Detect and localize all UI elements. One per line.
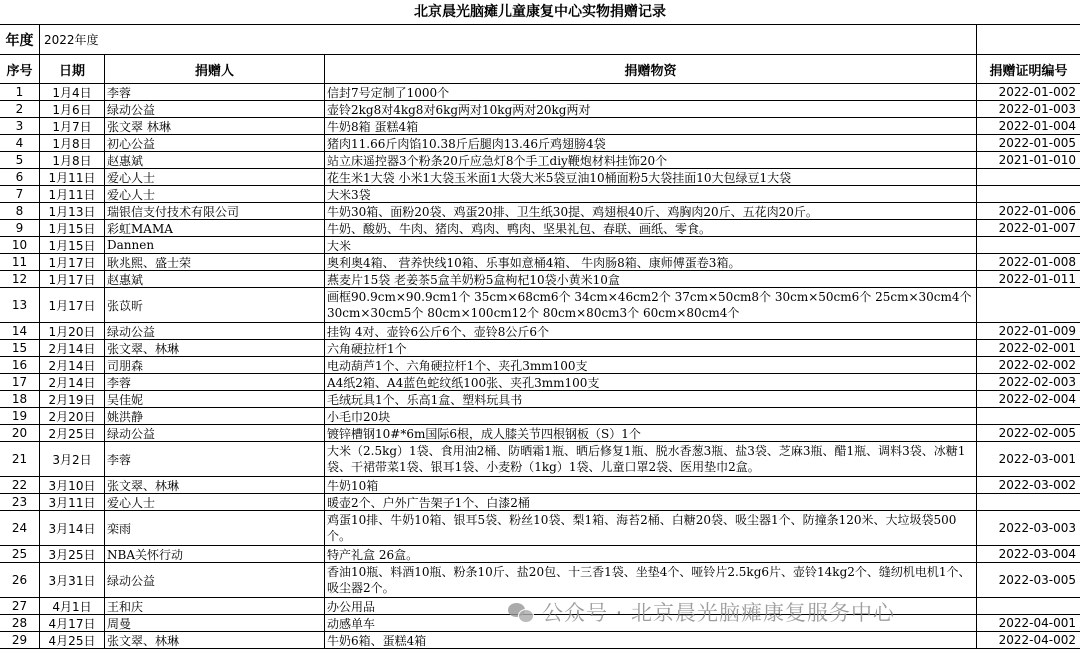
row-items: 六角硬拉杆1个 bbox=[325, 340, 977, 356]
row-no: 27 bbox=[0, 598, 40, 614]
row-items: 猪肉11.66斤肉馅10.38斤后腿肉13.46斤鸡翅膀4袋 bbox=[325, 135, 977, 151]
row-items: 信封7号定制了1000个 bbox=[325, 84, 977, 100]
table-row bbox=[0, 237, 1080, 254]
row-no: 2 bbox=[0, 101, 40, 117]
row-date: 2月19日 bbox=[40, 391, 105, 407]
row-date: 1月8日 bbox=[40, 135, 105, 151]
row-donor: 李蓉 bbox=[105, 84, 325, 100]
row-cert: 2022-01-004 bbox=[998, 119, 1076, 133]
row-donor: Dannen bbox=[105, 237, 325, 253]
row-date: 4月1日 bbox=[40, 598, 105, 614]
row-date: 1月20日 bbox=[40, 323, 105, 339]
row-items: 大米（2.5kg）1袋、食用油2桶、防晒霜1瓶、晒后修复1瓶、脱水香葱3瓶、盐3袋、芝麻3瓶、醋1瓶、调料3袋、冰糖1袋、干裙带菜1袋、银耳1袋、小麦粉（1kg）1袋、儿童口罩2袋、医用垫巾2盒。 bbox=[325, 442, 977, 476]
row-items: 办公用品 bbox=[325, 598, 977, 614]
table-row bbox=[0, 118, 1080, 135]
table-row bbox=[0, 632, 1080, 649]
row-no: 16 bbox=[0, 357, 40, 373]
header-no: 序号 bbox=[0, 55, 40, 83]
row-cert bbox=[977, 186, 1080, 202]
row-cert: 2022-01-006 bbox=[998, 204, 1076, 218]
row-items: 牛奶30箱、面粉20袋、鸡蛋20排、卫生纸30提、鸡翅根40斤、鸡胸肉20斤、五花肉20斤。 bbox=[325, 203, 977, 219]
row-items: 特产礼盒 26盒。 bbox=[325, 546, 977, 562]
table-row bbox=[0, 220, 1080, 237]
row-donor: 张文翠、林琳 bbox=[105, 632, 325, 648]
row-date: 1月17日 bbox=[40, 254, 105, 270]
table-row bbox=[0, 84, 1080, 101]
row-date: 1月17日 bbox=[40, 288, 105, 322]
header-donor: 捐赠人 bbox=[105, 55, 325, 83]
row-donor: 赵惠斌 bbox=[105, 271, 325, 287]
row-date: 1月11日 bbox=[40, 186, 105, 202]
row-no: 29 bbox=[0, 632, 40, 648]
row-cert: 2022-01-005 bbox=[998, 136, 1076, 150]
row-cert: 2022-04-001 bbox=[998, 616, 1076, 630]
row-donor: 绿动公益 bbox=[105, 563, 325, 597]
row-cert: 2022-02-003 bbox=[998, 375, 1076, 389]
table-row bbox=[0, 477, 1080, 494]
row-date: 1月7日 bbox=[40, 118, 105, 134]
row-donor: 绿动公益 bbox=[105, 323, 325, 339]
table-row bbox=[0, 357, 1080, 374]
row-cert: 2022-03-005 bbox=[998, 573, 1076, 587]
row-date: 3月11日 bbox=[40, 494, 105, 510]
row-cert: 2022-04-002 bbox=[998, 633, 1076, 647]
row-cert: 2022-03-002 bbox=[998, 478, 1076, 492]
table-row bbox=[0, 546, 1080, 563]
table-row bbox=[0, 288, 1080, 323]
row-items: 鸡蛋10排、牛奶10箱、银耳5袋、粉丝10袋、梨1箱、海苔2桶、白糖20袋、吸尘器1个、防撞条120米、大垃圾袋500个。 bbox=[325, 511, 977, 545]
row-donor: 张文翠、林琳 bbox=[105, 340, 325, 356]
row-no: 10 bbox=[0, 237, 40, 253]
row-cert bbox=[977, 598, 1080, 614]
watermark-text: 公众号 · 北京晨光脑瘫康复服务中心 bbox=[542, 601, 896, 625]
row-date: 2月14日 bbox=[40, 357, 105, 373]
table-row bbox=[0, 186, 1080, 203]
row-no: 4 bbox=[0, 135, 40, 151]
row-no: 3 bbox=[0, 118, 40, 134]
row-date: 2月14日 bbox=[40, 374, 105, 390]
row-donor: 耿兆熙、盛士荣 bbox=[105, 254, 325, 270]
row-no: 8 bbox=[0, 203, 40, 219]
row-donor: 赵惠斌 bbox=[105, 152, 325, 168]
row-no: 28 bbox=[0, 615, 40, 631]
year-empty-cell bbox=[977, 25, 1080, 54]
row-no: 6 bbox=[0, 169, 40, 185]
row-cert: 2022-02-002 bbox=[998, 358, 1076, 372]
row-no: 21 bbox=[0, 442, 40, 476]
row-cert: 2022-01-002 bbox=[998, 85, 1076, 99]
header-cert: 捐赠证明编号 bbox=[989, 63, 1068, 79]
row-items: 牛奶8箱 蛋糕4箱 bbox=[325, 118, 977, 134]
row-cert: 2022-01-011 bbox=[998, 272, 1076, 286]
row-date: 1月15日 bbox=[40, 237, 105, 253]
year-row bbox=[0, 25, 1080, 55]
row-donor: 爱心人士 bbox=[105, 186, 325, 202]
row-date: 2月14日 bbox=[40, 340, 105, 356]
row-cert: 2022-01-003 bbox=[998, 102, 1076, 116]
row-donor: 李蓉 bbox=[105, 374, 325, 390]
row-date: 3月25日 bbox=[40, 546, 105, 562]
row-items: 大米3袋 bbox=[325, 186, 977, 202]
row-items: 壶铃2kg8对4kg8对6kg两对10kg两对20kg两对 bbox=[325, 101, 977, 117]
row-no: 18 bbox=[0, 391, 40, 407]
row-items: 奥利奥4箱、 营养快线10箱、乐事如意桶4箱、 牛肉肠8箱、康师傅蛋卷3箱。 bbox=[325, 254, 977, 270]
row-date: 3月31日 bbox=[40, 563, 105, 597]
row-no: 5 bbox=[0, 152, 40, 168]
row-donor: 张苡昕 bbox=[105, 288, 325, 322]
row-items: 牛奶6箱、蛋糕4箱 bbox=[325, 632, 977, 648]
row-date: 1月11日 bbox=[40, 169, 105, 185]
table-row bbox=[0, 101, 1080, 118]
table-row bbox=[0, 323, 1080, 340]
header-items: 捐赠物资 bbox=[325, 55, 977, 83]
row-donor: 瑞银信支付技术有限公司 bbox=[105, 203, 325, 219]
table-body bbox=[0, 84, 1080, 649]
row-no: 19 bbox=[0, 408, 40, 424]
header-date: 日期 bbox=[40, 55, 105, 83]
table-row bbox=[0, 408, 1080, 425]
row-cert: 2022-03-003 bbox=[998, 521, 1076, 535]
row-donor: 初心公益 bbox=[105, 135, 325, 151]
row-cert: 2022-03-004 bbox=[998, 547, 1076, 561]
row-no: 15 bbox=[0, 340, 40, 356]
table-row bbox=[0, 511, 1080, 546]
row-cert: 2021-01-010 bbox=[998, 153, 1076, 167]
row-date: 1月13日 bbox=[40, 203, 105, 219]
row-no: 23 bbox=[0, 494, 40, 510]
row-no: 17 bbox=[0, 374, 40, 390]
row-donor: 爱心人士 bbox=[105, 169, 325, 185]
row-items: 镀锌槽钢10#*6m国际6根，成人膝关节四根钢板（S）1个 bbox=[325, 425, 977, 441]
row-donor: 绿动公益 bbox=[105, 101, 325, 117]
row-date: 3月10日 bbox=[40, 477, 105, 493]
row-no: 25 bbox=[0, 546, 40, 562]
row-items: 动感单车 bbox=[325, 615, 977, 631]
row-donor: 彩虹MAMA bbox=[105, 220, 325, 236]
table-row bbox=[0, 254, 1080, 271]
row-donor: 栾雨 bbox=[105, 511, 325, 545]
row-cert bbox=[977, 237, 1080, 253]
row-no: 13 bbox=[0, 288, 40, 322]
row-no: 14 bbox=[0, 323, 40, 339]
row-no: 24 bbox=[0, 511, 40, 545]
row-donor: 绿动公益 bbox=[105, 425, 325, 441]
row-items: 小毛巾20块 bbox=[325, 408, 977, 424]
row-cert: 2022-01-008 bbox=[998, 255, 1076, 269]
table-header bbox=[0, 55, 1080, 84]
row-no: 7 bbox=[0, 186, 40, 202]
row-date: 4月17日 bbox=[40, 615, 105, 631]
row-date: 1月4日 bbox=[40, 84, 105, 100]
row-cert: 2022-03-001 bbox=[998, 452, 1076, 466]
row-date: 1月8日 bbox=[40, 152, 105, 168]
row-items: 画框90.9cm×90.9cm1个 35cm×68cm6个 34cm×46cm2个 37cm×50cm8个 30cm×50cm6个 25cm×30cm4个 30cm×30cm5个 80cm×100cm12个 80cm×80cm3个 60cm×80cm4个 bbox=[325, 288, 977, 322]
row-items: 香油10瓶、料酒10瓶、粉条10斤、盐20包、十三香1袋、坐垫4个、哑铃片2.5kg6片、壶铃14kg2个、缝纫机电机1个、吸尘器2个。 bbox=[325, 563, 977, 597]
row-cert: 2022-02-001 bbox=[998, 341, 1076, 355]
table-row bbox=[0, 391, 1080, 408]
year-label: 年度 bbox=[0, 25, 40, 54]
row-donor: 张文翠 林琳 bbox=[105, 118, 325, 134]
row-date: 3月2日 bbox=[40, 442, 105, 476]
row-cert bbox=[977, 408, 1080, 424]
table-row bbox=[0, 442, 1080, 477]
table-row bbox=[0, 494, 1080, 511]
row-items: A4纸2箱、A4蓝色蛇纹纸100张、夹孔3mm100支 bbox=[325, 374, 977, 390]
table-row bbox=[0, 425, 1080, 442]
row-items: 花生米1大袋 小米1大袋玉米面1大袋大米5袋豆油10桶面粉5大袋挂面10大包绿豆1大袋 bbox=[325, 169, 977, 185]
row-no: 12 bbox=[0, 271, 40, 287]
row-no: 20 bbox=[0, 425, 40, 441]
row-donor: 李蓉 bbox=[105, 442, 325, 476]
row-donor: 姚洪静 bbox=[105, 408, 325, 424]
table-row bbox=[0, 169, 1080, 186]
row-date: 2月25日 bbox=[40, 425, 105, 441]
row-date: 2月20日 bbox=[40, 408, 105, 424]
row-items: 燕麦片15袋 老姜茶5盒羊奶粉5盒枸杞10袋小黄米10盒 bbox=[325, 271, 977, 287]
row-cert: 2022-01-007 bbox=[998, 221, 1076, 235]
table-row bbox=[0, 271, 1080, 288]
table-row bbox=[0, 203, 1080, 220]
row-donor: 张文翠、林琳 bbox=[105, 477, 325, 493]
row-cert bbox=[977, 288, 1080, 322]
row-no: 9 bbox=[0, 220, 40, 236]
table-row bbox=[0, 340, 1080, 357]
row-donor: 司朋森 bbox=[105, 357, 325, 373]
row-cert: 2022-02-005 bbox=[998, 426, 1076, 440]
row-donor: 吴佳妮 bbox=[105, 391, 325, 407]
row-date: 4月25日 bbox=[40, 632, 105, 648]
row-donor: 爱心人士 bbox=[105, 494, 325, 510]
row-items: 站立床遥控器3个粉条20斤应急灯8个手工diy鞭炮材料挂饰20个 bbox=[325, 152, 977, 168]
row-date: 1月17日 bbox=[40, 271, 105, 287]
row-donor: 王和庆 bbox=[105, 598, 325, 614]
row-cert: 2022-01-009 bbox=[998, 324, 1076, 338]
row-date: 1月15日 bbox=[40, 220, 105, 236]
row-cert bbox=[977, 169, 1080, 185]
row-items: 暖壶2个、户外广告架子1个、白漆2桶 bbox=[325, 494, 977, 510]
row-items: 电动葫芦1个、六角硬拉杆1个、夹孔3mm100支 bbox=[325, 357, 977, 373]
row-items: 挂钩 4对、壶铃6公斤6个、壶铃8公斤6个 bbox=[325, 323, 977, 339]
sheet-title: 北京晨光脑瘫儿童康复中心实物捐赠记录 bbox=[0, 0, 1080, 25]
table-row bbox=[0, 598, 1080, 615]
row-items: 牛奶10箱 bbox=[325, 477, 977, 493]
row-items: 大米 bbox=[325, 237, 977, 253]
row-items: 毛绒玩具1个、乐高1盒、塑料玩具书 bbox=[325, 391, 977, 407]
table-row bbox=[0, 374, 1080, 391]
row-cert bbox=[977, 494, 1080, 510]
row-no: 11 bbox=[0, 254, 40, 270]
row-donor: NBA关怀行动 bbox=[105, 546, 325, 562]
row-no: 26 bbox=[0, 563, 40, 597]
table-row bbox=[0, 152, 1080, 169]
table-row bbox=[0, 615, 1080, 632]
row-donor: 周曼 bbox=[105, 615, 325, 631]
row-cert: 2022-02-004 bbox=[998, 392, 1076, 406]
row-date: 3月14日 bbox=[40, 511, 105, 545]
row-date: 1月6日 bbox=[40, 101, 105, 117]
row-no: 22 bbox=[0, 477, 40, 493]
table-row bbox=[0, 563, 1080, 598]
year-value: 2022年度 bbox=[40, 25, 977, 54]
table-row bbox=[0, 135, 1080, 152]
row-items: 牛奶、酸奶、牛肉、猪肉、鸡肉、鸭肉、坚果礼包、春联、画纸、零食。 bbox=[325, 220, 977, 236]
row-no: 1 bbox=[0, 84, 40, 100]
